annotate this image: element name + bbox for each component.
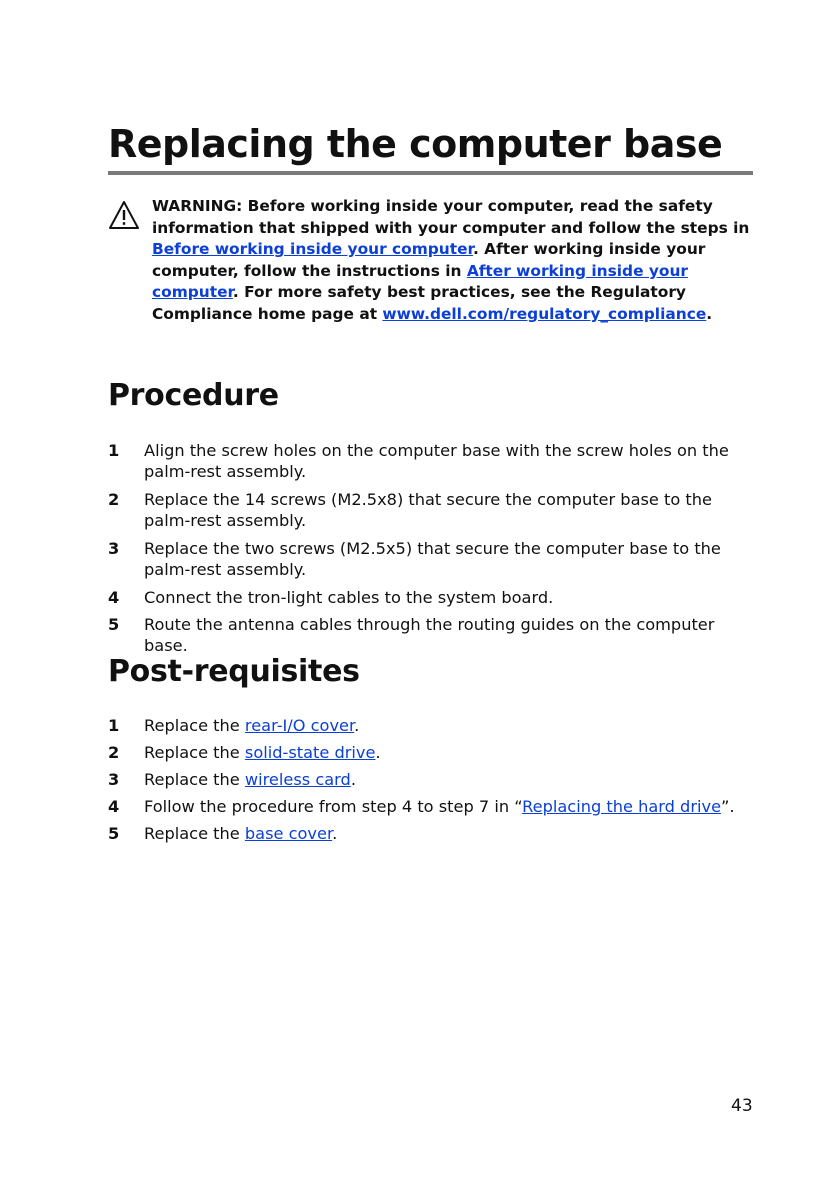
regulatory-compliance-link[interactable]: www.dell.com/regulatory_compliance [382, 304, 707, 323]
step-number: 4 [108, 797, 120, 816]
step-number: 5 [108, 615, 120, 634]
before-working-link[interactable]: Before working inside your computer [152, 240, 473, 259]
warning-text-part: WARNING: Before working inside your computer, read the safety information that shipped with your computer and follow the steps in [152, 197, 750, 237]
step-text-part: Follow the procedure from step 4 to step 7 in “ [144, 797, 523, 816]
step-number: 5 [108, 824, 120, 843]
step-text-part: ”. [721, 797, 735, 816]
post-requisite-step [108, 715, 758, 736]
step-text: Replace the 14 screws (M2.5x8) that secure the computer base to the palm-rest assembly. [144, 490, 712, 530]
warning-text [152, 196, 758, 326]
step-text [144, 715, 758, 736]
step-text-part: Replace the [144, 743, 245, 762]
title-divider [108, 171, 753, 175]
step-text-part: Replace the [144, 824, 245, 843]
procedure-step [108, 538, 758, 580]
step-number: 3 [108, 539, 120, 558]
procedure-steps [108, 440, 758, 656]
warning-text-part: . [706, 304, 713, 323]
step-number: 3 [108, 770, 120, 789]
post-requisite-step [108, 823, 758, 844]
step-text-part: . [375, 743, 381, 762]
step-number: 2 [108, 743, 120, 762]
wireless-card-link[interactable]: wireless card [244, 770, 351, 789]
page-title: Replacing the computer base [108, 122, 723, 166]
warning-text-part: . After working inside your computer, follow the instructions in [152, 240, 706, 280]
step-number: 1 [108, 716, 120, 735]
procedure-step [108, 614, 758, 656]
base-cover-link[interactable]: base cover [244, 824, 333, 843]
post-requisite-step [108, 742, 758, 763]
warning-text-part: . For more safety best practices, see the Regulatory Compliance home page at [152, 283, 686, 323]
replacing-hard-drive-link[interactable]: Replacing the hard drive [522, 797, 722, 816]
step-text: Align the screw holes on the computer base with the screw holes on the palm-rest assembly. [144, 441, 729, 481]
step-text [144, 742, 758, 763]
procedure-step [108, 489, 758, 531]
step-text: Connect the tron-light cables to the system board. [144, 588, 554, 607]
step-number: 2 [108, 490, 120, 509]
procedure-step [108, 587, 758, 608]
after-working-link[interactable]: After working inside your computer [152, 261, 689, 302]
step-text-part: . [350, 770, 356, 789]
post-requisites-heading: Post-requisites [108, 654, 360, 689]
rear-io-cover-link[interactable]: rear-I/O cover [244, 716, 355, 735]
step-text-part: . [354, 716, 360, 735]
step-text-part: Replace the [144, 770, 245, 789]
post-requisite-step [108, 769, 758, 790]
procedure-step [108, 440, 758, 482]
step-text [144, 823, 758, 844]
post-requisites-steps [108, 715, 758, 844]
post-requisite-step [108, 796, 758, 817]
step-text [144, 796, 758, 817]
page-number: 43 [731, 1096, 753, 1116]
warning-triangle-icon [108, 200, 140, 230]
step-text: Replace the two screws (M2.5x5) that secure the computer base to the palm-rest assembly. [144, 539, 721, 579]
step-text-part: . [332, 824, 338, 843]
step-number: 1 [108, 441, 120, 460]
step-text: Route the antenna cables through the routing guides on the computer base. [144, 615, 715, 655]
solid-state-drive-link[interactable]: solid-state drive [244, 743, 376, 762]
procedure-heading: Procedure [108, 378, 279, 413]
step-text-part: Replace the [144, 716, 245, 735]
step-text [144, 769, 758, 790]
step-number: 4 [108, 588, 120, 607]
